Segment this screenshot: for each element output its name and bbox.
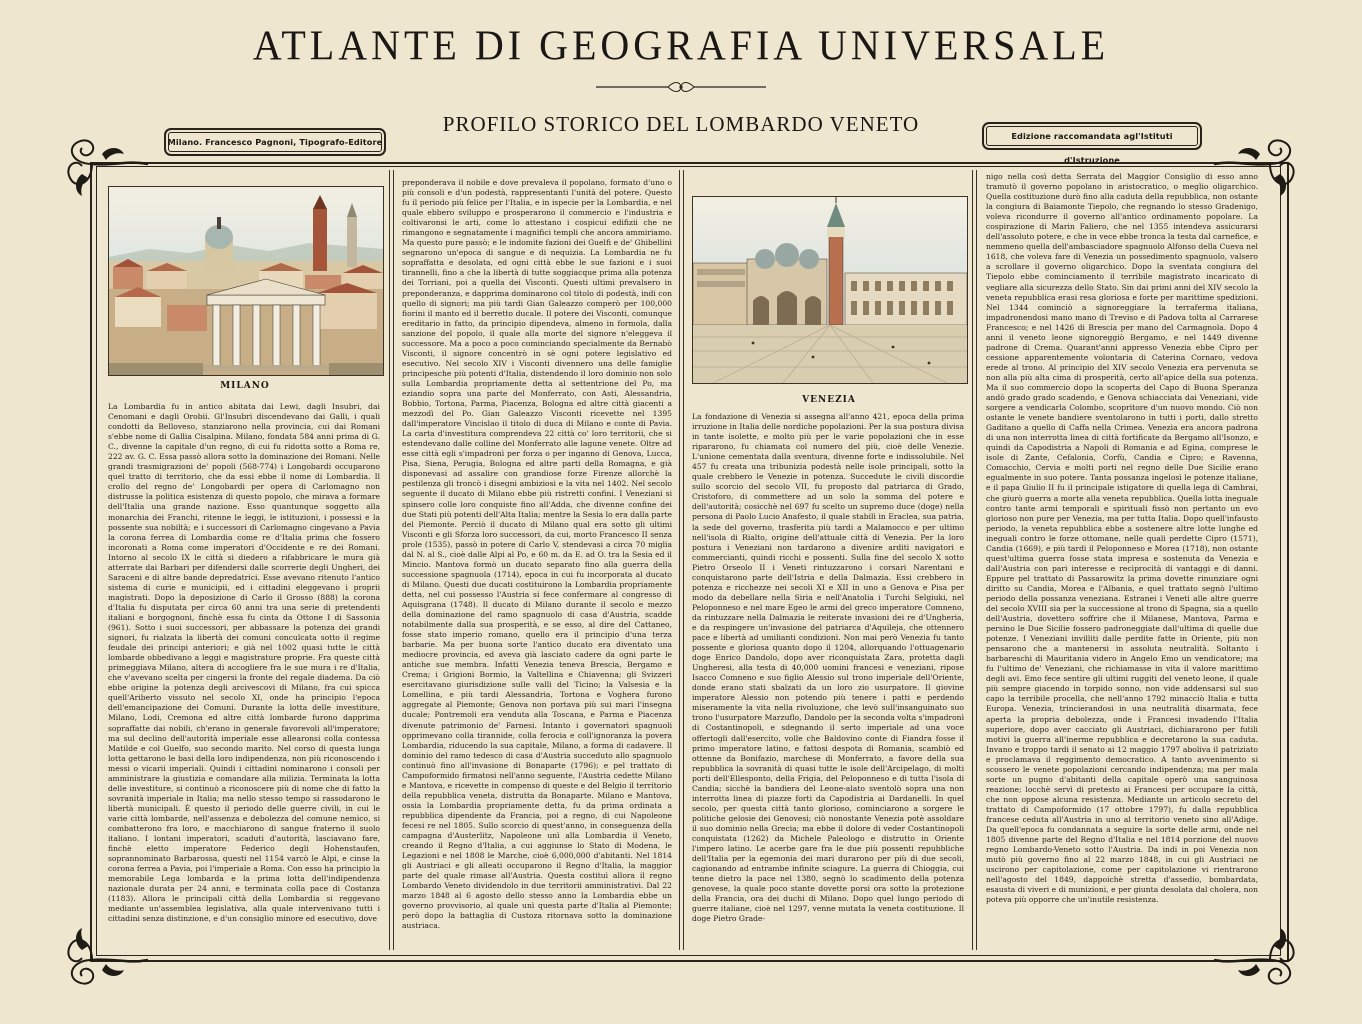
column-divider [683, 170, 684, 950]
text-column-venezia-2 [986, 172, 1258, 944]
edition-cartouche: Edizione raccomandata agl'Istituti d'Istruzione [982, 122, 1202, 150]
milano-illustration [108, 186, 384, 376]
page-title: ATLANTE DI GEOGRAFIA UNIVERSALE [252, 21, 1110, 70]
column-divider [389, 170, 390, 950]
venezia-caption: VENEZIA [802, 395, 856, 405]
paragraph-lombardia-intro: La Lombardia fu in antico abitata dai Lewi, dagli Insubri, dai Cenomani e dagli Orobii. Gl'Insubri discendevano dai Galli, i quali condotti da Belloveso, stanziarono nella provincia, cui dai Romani s'ebbe nome di Gallia Cisalpina. Milano, fondata 584 anni prima di G. C., divenne la capitale d'un regno, di cui fu ridotta sotto a Roma re, 222 av. G. C. Essa passò allora sotto la dominazione dei Romani. Nelle grandi trasmigrazioni de' popoli (568-774) i Longobardi occuparono quel tratto di territorio, che da essi ebbe il nome di Lombardia. Il crollo del regno de' Longobardi per opera di Carlomagno non distrusse la politica esistenza di questo popolo, che mirava a formare dell'Italia una grande nazione. Esso quantunque soggetto alla monarchia dei Franchi, ritenne le leggi, le istituzioni, i possessi e la possente sua nobiltà; e i successori di Carlomagno cingevano a Pavia la corona ferrea di Lombardia come re d'Italia prima che fossero incoronati a Roma come imperatori d'Occidente e re dei Romani. Intorno al secolo IX le città si diedero a rifabbricare le mura già atterrate dai Barbari per difendersi dalle scorrerie degli Ungheri, dei Saraceni e di altre bande depredatrici. Esse avevano ritenuto l'antico sistema di curie e municipii, ed i cittadini eleggevano i proprii magistrati. Dopo la deposizione di Carlo il Grosso (888) la corona d'Italia fu disputata per circa 60 anni tra una serie di pretendenti italiani e borgognoni, finchè essa fu cinta da Ottone I di Sassonia (961). Sotto i suoi successori, per abbassare la potenza dei grandi signori, fu rialzata la libertà dei comuni conculcata sotto il regime feudale dei principi anteriori; e già nel 1002 quasi tutte le città lombarde obbedivano a leggi e magistrature proprie. Fra queste città primeggiava Milano, altera di accogliere fra le sue mura i re d'Italia, che v'avevano scelta per cingersi la fronte del regale diadema. Da ciò ebbe origine la potenza degli arcivescovi di Milano, fra cui spicca quell'Ariberto vissuto nel secolo XI, onde ha principio l'epoca dell'emancipazione dei Comuni. Durante la lotta delle investiture, Milano, Lodi, Cremona ed altre città lombarde furono dapprima sopraffatte dai nobili, ch'erano in generale favorevoli all'imperatore; ma sul declino dell'autorità imperiale esse allearonsi colla contessa Matilde e col Guelfo, suo secondo marito. Nel corso di questa lunga lotta gettarono le basi della loro indipendenza, non più riconoscendo i messi o vicarii imperiali. Quindi i cittadini nominarono i consoli per amministrare la giustizia e comandare alla milizia. Terminata la lotta delle investiture, si continuò a riconoscere più di nome che di fatto la sovranità imperiale in Italia; ma nello stesso tempo si rassodarono le libertà municipali. È questo il periodo delle guerre civili, in cui le varie città lombarde, nell'assenza e debolezza del comune nemico, si combatterono fra loro, e macchiarono di sangue fraterno il suolo italiano. I lontani imperatori, scaduti d'autorità, lasciavano fare, finchè eletto imperatore Federico degli Hohenstaufen, soprannominato Barbarossa, questi nel 1154 varcò le Alpi, e cinse la corona ferrea a Pavia, poi l'imperiale a Roma. Con esso ha principio la memorabile Lega lombarda e la prima lotta dell'indipendenza nazionale durata per 24 anni, e terminata colla pace di Costanza (1183). Allora le principali città della Lombardia si reggevano mediante un'assemblea legislativa, alla quale intervenivano tutti i cittadini senza distinzione, e d'un consiglio minore ed esecutivo, dove [108, 402, 380, 924]
column-divider [679, 170, 680, 950]
venezia-illustration [692, 196, 968, 384]
milano-caption: MILANO [220, 381, 270, 391]
column-divider [972, 170, 973, 950]
text-column-venezia-1 [692, 412, 964, 944]
text-column-lombardia-2 [402, 178, 672, 944]
page-subtitle: PROFILO STORICO DEL LOMBARDO VENETO [442, 112, 920, 136]
paragraph-venezia-intro: La fondazione di Venezia si assegna all'anno 421, epoca della prima irruzione in Italia delle nordiche popolazioni. Per la sua postura divisa in tante isolette, e molto più per le varie popolazioni che in esse ripararono, fu chiamata col numero del più, cioè delle Venezie. L'unione cementata dalla sventura, divenne forte e indissolubile. Nel 457 fu creata una tribunizia podestà nelle isole principali, sotto la quale crebbero le Venezie in potenza. Succedute le civili discordie sullo scorcio del secolo VII, fu proposto dal patriarca di Grado, Cristoforo, di commettere ad un solo la somma del potere e dell'autorità; cosicchè nel 697 fu scelto un supremo duce (doge) nella persona di Paolo Lucio Anafesto, il quale stabilì in Eraclea, sua patria, la sede del governo, trasferita più tardi a Malamocco e per ultimo nell'isola di Rialto, origine dell'attuale città di Venezia. Per la loro postura i Veneziani non tardarono a divenire arditi navigatori e commercianti, quindi ricchi e possenti. Sulla fine del secolo X sotto Pietro Orseolo II i Veneti rintuzzarono i corsari Narentani e conquistarono parte dell'Istria e della Dalmazia. Essi crebbero in potenza e ricchezze nei secoli XI e XII in uno a Genova e Pisa per modo da debellare nella Siria e nell'Anatolia i Turchi Selgiuki, nel Peloponneso e nel mare Egeo le armi del greco imperatore Comneno, da rintuzzare nella Dalmazia le reiterate invasioni dei re d'Ungheria, e da respingere un'invasione del patriarca d'Aquileja, che ottennero pace e libertà ad umilianti condizioni. Non mai però Venezia fu tanto possente e gloriosa quanto dopo il 1204, allorquando l'ottuagenario doge Enrico Dandolo, dopo aver riconquistata Zara, protetta dagli Ungheresi, alla testa di 40,000 uomini francesi e veneziani, ripose Isacco Comneno e suo figlio Alessio sul trono imperiale dell'Oriente, donde erano stati sbalzati da un loro zio usurpatore. Il giovine imperatore Alessio non potendo più tenere i patti e perdendo miseramente la vita nella rivoluzione, che levò sull'insanguinato suo trono l'usurpatore Marzuflo, Dandolo per la seconda volta s'impadronì di Costantinopoli, e sdegnando il serto imperiale ad una voce offertogli dall'esercito, volle che Baldovino conte di Fiandra fosse il primo imperatore latino, e fattosi despota di Romania, scambiò ed ottenne da Bonifazio, marchese di Monferrato, a favore della sua repubblica la sovranità di quasi tutte le isole dell'Arcipelago, di molti porti dell'Ellesponto, della Frigia, del Peloponneso e di tutta l'isola di Candia; sicchè la bandiera del Leone-alato sventolò sopra una non interrotta linea di piazze forti da Capodistria ai Dardanelli. In quel secolo, per questa città tanto glorioso, cominciarono a sorgere le politiche gelosie dei Genovesi; ciò nonostante Venezia potè assoldare il suo dominio nella Grecia; ma ebbe il dolore di veder Costantinopoli conquistata (1262) da Michele Paleologo e distrutto in Oriente l'impero latino. Le acerbe gare fra le due più possenti repubbliche dell'Italia per la egemonia dei mari durarono per più di due secoli, cagionando ad entrambe infinite sciagure. La guerra di Chioggia, cui tenne dietro la pace nel 1380, segnò lo scadimento della potenza genovese, la quale poco stante dovette porsi ora sotto la protezione della Francia, ora dei duchi di Milano. Dopo quel lungo periodo di guerre italiane, cioè nel 1297, venne mutata la veneta costituzione. Il doge Pietro Grade- [692, 412, 964, 924]
column-divider [393, 170, 394, 950]
paragraph-lombardia-continued: preponderava il nobile e dove prevaleva il popolano, formato d'uno o più consoli e d'un podestà, rappresentanti l'unità del potere. Questo fu il periodo più felice per l'Italia, e in ispecie per la Lombardia, e nel quale ebbero sviluppo e prosperarono il commercio e l'industria e coltivaronsi le arti, come lo attestano i cospicui edifizii che ne rimangono e segnatamente i magnifici templi che ancora ammiriamo. Ma questo pure passò; e le indomite fazioni dei Guelfi e de' Ghibellini segnarono un'epoca di sangue e di nequizia. La Lombardia ne fu sopraffatta e desolata, ed ogni città ebbe le sue fazioni e i suoi tirannelli, fino a che la libertà di tutte soggiacque prima alla potenza dei Torriani, poi a quella dei Visconti. Questi ultimi prevalsero in preponderanza, e dapprima dominarono col titolo di podestà, indi con quello di signori; ma più tardi Gian Galeazzo comperò per 100,000 fiorini il manto ed il berretto ducale. Il potere dei Visconti, comunque ereditario in fatto, da principio dipendeva, almeno in formola, dalla sanzione del popolo, il quale alla morte del signore n'eleggeva il successore. Ma a poco a poco cominciando specialmente da Bernabò Visconti, il signore concentrò in sè ogni potere legislativo ed esecutivo. Nel secolo XIV i Visconti divennero una delle famiglie principesche più potenti d'Italia, distendendo il loro dominio non solo sulla Lombardia propriamente detta al settentrione del Po, ma eziandio sopra una parte del Monferrato, con Asti, Alessandria, Bobbio, Tortona, Parma, Piacenza, Bologna ed altre città giacenti a mezzodì del Po. Gian Galeazzo Visconti ricevette nel 1395 dall'imperatore Vincislao il titolo di duca di Milano e conte di Pavia. La carta d'investitura comprendeva 22 città co' loro territorii, che si estendevano dalle colline del Monferrato alle lagune venete. Oltre ad esse città egli s'impadronì per forza o per inganno di Genova, Lucca, Pisa, Siena, Perugia, Bologna ed altre parti della Romagna, e già disponevasi ad assalire con grandiose forze Firenze allorchè la pestilenza gli troncò i disegni ambiziosi e la vita nel 1402. Nel secolo seguente il ducato di Milano ebbe più ristretti confini. I Veneziani si spinsero colle loro conquiste fino all'Adda, che divenne confine dei due Stati più potenti dell'Alta Italia; mentre la Sesia lo era dalla parte del Piemonte. Perciò il ducato di Milano qual era sotto gli ultimi Visconti e gli Sforza loro successori, da cui, morto Francesco II senza prole (1535), passò in potere di Carlo V, stendevasi a circa 70 miglia dal N. al S., cioè dalle Alpi al Po, e 60 m. da E. ad O. tra la Sesia ed il Mincio. Mantova formò un ducato separato fino alla guerra della successione spagnuola (1714), epoca in cui fu incorporata al ducato di Milano. Questi due ducati costituirono la Lombardia propriamente detta, nel cui possesso l'Austria si fece confermare al congresso di Aquisgrana (1748). Il ducato di Milano durante il secolo e mezzo della dominazione del ramo spagnuolo di casa d'Austria, scadde notabilmente dalla sua prosperità, e se esso, al dire del Cattaneo, fosse stato imperio romano, quello era il principio d'una terza barbarie. Ma per buona sorte l'antico ducato era diventato una mediocre provincia, ed aveva già lasciato cadere da ogni parte le antiche sue membra. Infatti Venezia teneva Brescia, Bergamo e Crema; i Grigioni Bormio, la Valtellina e Chiavenna; gli Svizzeri esercitavano giurisdizione sulle valli del Ticino; la Valsesia e la Lomellina, e più tardi Alessandria, Tortona e Voghera furono aggregate al Piemonte; Genova non portava più sui mari l'insegna ducale; Pontremoli era venduta alla Toscana, e Parma e Piacenza divenute patrimonio de' Farnesi. Intanto i governatori spagnuoli opprimevano colla tirannide, colla ferocia e coll'ignoranza la povera Lombardia, riducendo la sua capitale, Milano, a forma di cadavere. Il dominio del ramo tedesco di casa d'Austria succeduto allo spagnuolo continuò fino all'invasione di Bonaparte (1796); e pel trattato di Campoformido firmatosi nell'anno seguente, l'Austria cedette Milano e Mantova, e ricevette in compenso di queste e del Belgio il territorio della repubblica veneta, distrutta da Bonaparte. Milano e Mantova, ossia la Lombardia propriamente detta, fu da prima ordinata a repubblica dipendente da Francia, poi a regno, di cui Napoleone fecesi re nel 1805. Sullo scorcio di quest'anno, in conseguenza della campagna d'Austerlitz, Napoleone unì alla Lombardia il Veneto, creando il Regno d'Italia, a cui aggiunse lo Stato di Modena, le Legazioni e nel 1808 le Marche, cioè 6,000,000 d'abitanti. Nel 1814 gli Austriaci e gli alleati occuparono il Regno d'Italia, la maggior parte del quale rimase all'Austria. Questa costituì allora il regno Lombardo Veneto dividendolo in due territorii amministrativi. Dal 22 marzo 1848 al 6 agosto dello stesso anno la Lombardia ebbe un governo provvisorio, al quale unì questa parte d'Italia al Piemonte; però dopo la battaglia di Custoza ritornava sotto la dominazione austriaca. [402, 178, 672, 931]
column-divider [976, 170, 977, 950]
text-column-lombardia-1 [108, 402, 380, 944]
title-flourish-ornament [596, 80, 766, 94]
publisher-cartouche: Milano. Francesco Pagnoni, Tipografo-Editore [164, 128, 386, 156]
paragraph-venezia-continued: nigo nella così detta Serrata del Maggior Consiglio di esso anno tramutò il governo popolano in aristocratico, o meglio oligarchico. Quella costituzione durò fino alla caduta della repubblica, non ostante la congiura di Baiamonte Tiepolo, che regnando lo stesso Gradenigo, voleva ricondurre il governo all'antico ordinamento popolare. La cospirazione di Marin Faliero, che nel 1355 intendeva assicurarsi dell'assoluto potere, e che in vece ebbe tronca la testa dal carnefice, e nemmeno quella dell'ambasciadore spagnuolo Alfonso della Cueva nel 1618, che voleva fare di Venezia un possedimento spagnuolo, valsero a scrollare il governo oligarchico. Dopo la sventata congiura del Tiepolo ebbe cominciamento il terribile magistrato incaricato di vegliare alla sicurezza dello Stato. Sin dai primi anni del XIV secolo la veneta repubblica erasi resa gloriosa e forte per marittime spedizioni. Nel 1344 cominciò a signoreggiare la terraferma italiana, impadronendosi mano mano di Treviso e di Padova tolta al Carrarese Francesco; e nel 1426 di Brescia per mano del Carmagnola. Dopo 4 anni il veneto leone signoreggiò Bergamo, e nel 1449 divenne padrone di Crema. Quarant'anni appresso Venezia ebbe Cipro per cessione apparentemente volontaria di Caterina Cornaro, vedova erede al trono. Al principio del XIV secolo Venezia era pervenuta se non alla più alta cima di prosperità, certo all'apice della sua potenza. Ma il suo commercio dopo la scoperta del Capo di Buona Speranza andò grado grado scadendo, e Genova schiacciata dai Veneziani, vide sorgere a vendicarla Colombo, scopritore d'un nuovo mondo. Ciò non ostante le venete bandiere sventolarono in tutti i porti, dallo stretto Gaditano a quello di Caffa nella Crimea. Venezia era ancora padrona di una non interrotta linea di città fortificate da Bergamo all'Isonzo, e quindi da Capodistria a Napoli di Romania e ad Egina, comprese le isole di Zante, Cefalonia, Corfù, Candia e Cipro; e Ravenna, Comacchio, Cervia e molti porti nel regno delle Due Sicilie erano egualmente in suo potere. Tanta possanza ingelosì le potenze italiane, e il papa Giulio II fu il principale istigatore di quella lega di Cambrai, che giurò guerra a morte alla veneta repubblica. Quella lotta ineguale contro tante armi temporali e spirituali fissò non pertanto un evo glorioso non pure per Venezia, ma per tutta Italia. Dopo quell'infausto periodo, la veneta repubblica ebbe a sostenere altre lotte lunghe ed ineguali contro le forze ottomane, nelle quali perdette Cipro (1571), Candia (1669), e più tardi il Peloponneso e Morea (1718), non ostante quest'ultima guerra fosse stata impresa e sostenuta da Venezia e dall'Austria con pari interesse e reciprocità di vantaggi e di danni. Eppure pel trattato di Passarowitz la prima dovette rinunziare ogni diritto su Candia, Morea e l'Albania, e quel trattato segnò l'ultimo periodo della possanza veneziana. Estranei i Veneti alle altre guerre del secolo XVIII sia per la successione al trono di Spagna, sia a quello dell'Austria, dovettero soffrire che il Milanese, Mantova, Parma e persino le Due Sicilie fossero padroneggiate dall'ultima di quelle due potenze. I Veneziani invilliti dalle perdite fatte in Oriente, più non pensarono che a mantenersi in assoluta neutralità. Soltanto i barbareschi di Mauritania videro in Angelo Emo un vendicatore; ma fu l'ultimo de' Veneziani, che richiamasse in vita il valore marittimo degli avi. Emo fece sentire gli ultimi ruggiti del veneto leone, il quale più sempre giacendo in torpido sonno, non vide addensarsi sul suo capo la terribile procella, che nell'anno 1792 minacciò Italia e tutta Europa. Venezia, trincierandosi in una neutralità disarmata, fece aperta la propria debolezza, onde i Francesi invadendo l'Italia superiore, dopo aver cacciato gli Austriaci, dichiararono per futili motivi la guerra all'inerme repubblica e decretarono la sua caduta. Invano e troppo tardi il senato ai 12 maggio 1797 abolivа il patriziato e proclamava il reggimento democratico. A tanto avvenimento si scossero le venete popolazioni cercando indipendenza; ma per mala sorte un pugno d'abitanti della capitale operò una sanguinosa reazione; locchè servì di pretesto ai Francesi per occupare la città, che non oppose alcuna resistenza. Mediante un articolo secreto del trattato di Campoformido (17 ottobre 1797), fu dalla repubblica francese ceduta all'Austria in uno al territorio veneto sino all'Adige. Da quell'epoca fu condannata a seguire la sorte delle armi, onde nel 1805 divenne parte del Regno d'Italia e nel 1814 porzione del nuovo regno Lombardo-Veneto sotto l'Austria. Da indi in poi Venezia non mutò più governo fino al 22 marzo 1848, in cui gli Austriaci ne uscirono per capitolazione, come per capitolazione vi rientrarono nell'agosto del 1849, dappoichè stretta d'assedio, bombardata, esausta di viveri e di munizioni, e per giunta desolata dal cholera, non poteva più opporre che un'inutile resistenza. [986, 172, 1258, 905]
